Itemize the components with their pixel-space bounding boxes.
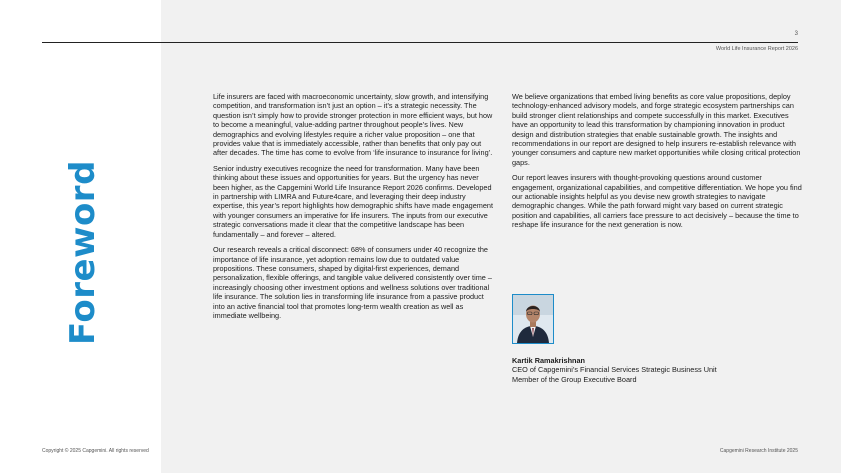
paragraph: Life insurers are faced with macroeconomic uncertainty, slow growth, and intensifying competition, and transformation isn’t just an option – it’s a strategic necessity. The question isn’t simply how to provide stronger protection in more efficient ways, but how to become a meaningful, value-adding partner throughout people’s lives. New demographics and evolving lifestyles require a richer value proposition – one that provides value that is immediately accessible, rather than benefits that only pay out after decades. The time has come to evolve from ‘life insurance to insurance for living’. <box>213 92 493 158</box>
body-column-2 <box>512 92 802 236</box>
publisher-name: Capgemini Research Institute 2025 <box>719 448 798 454</box>
author-role: Member of the Group Executive Board <box>512 374 637 384</box>
author-portrait <box>512 294 554 344</box>
header-divider <box>42 42 798 43</box>
body-column-1 <box>213 92 493 326</box>
paragraph: Senior industry executives recognize the need for transformation. Many have been thinking about these issues and opportunities for years. But the urgency has never been higher, as the Capgemini World Life Insurance Report 2026 confirms. Developed in partnership with LIMRA and Future4care, and leveraging their deep industry expertise, this year’s report highlights how demographic shifts have made engagement with younger consumers an imperative for life insurers. The inputs from our executive strategic conversations made it clear that the competitive landscape has been fundamentally – and forever – altered. <box>213 163 494 239</box>
report-name: World Life Insurance Report 2026 <box>715 46 798 52</box>
author-block <box>512 356 717 384</box>
page-number: 3 <box>794 31 798 37</box>
page-title: Foreword <box>63 160 103 345</box>
paragraph: Our report leaves insurers with thought-provoking questions around customer engagement, organizational capabilities, and competitive differentiation. We hope you find our actionable insights helpful as you devise new growth strategies to navigate demographic changes. While the path forward might vary based on current strategic position and capabilities, all carriers face pressure to act decisively – because the time to reshape life insurance for the next generation is now. <box>512 173 802 230</box>
author-role: CEO of Capgemini’s Financial Services Strategic Business Unit <box>512 365 717 375</box>
author-name: Kartik Ramakrishnan <box>512 356 585 365</box>
paragraph: We believe organizations that embed living benefits as core value propositions, deploy technology-enhanced advisory models, and forge strategic ecosystem partnerships can build stronger client relationships and compete successfully in this market. Executives have an opportunity to lead this transformation by championing innovation in product design and distribution strategies that enable sustainable growth. The insights and recommendations in our report are designed to help insurers re-establish relevance with younger consumers and capture new market opportunities while closing critical protection gaps. <box>512 92 801 167</box>
copyright-notice: Copyright © 2025 Capgemini. All rights reserved <box>42 448 149 454</box>
person-photo-icon <box>513 295 553 343</box>
paragraph: Our research reveals a critical disconnect: 68% of consumers under 40 recognize the importance of life insurance, yet adoption remains low due to outdated value propositions. These consumers, shaped by digital-first experiences, demand personalization, flexible offerings, and tangible value delivered consistently over time – increasingly choosing other investment options and wellness solutions over traditional life insurance. The solution lies in transforming life insurance from a passive product into an active financial tool that promotes long-term wealth creation as well as immediate wellbeing. <box>213 245 492 320</box>
